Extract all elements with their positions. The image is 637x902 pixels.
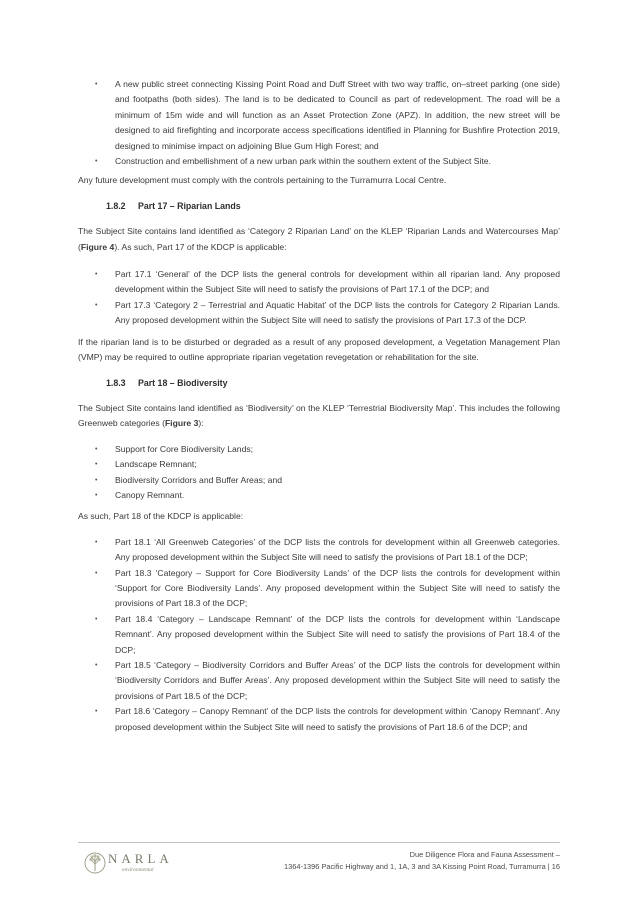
- list-item-text: Biodiversity Corridors and Buffer Areas; and: [115, 474, 283, 485]
- logo-wordmark: NARLA: [108, 851, 173, 866]
- bullet-icon: •: [95, 301, 98, 309]
- bullet-list-riparian: [78, 267, 560, 329]
- list-item: [78, 473, 560, 488]
- bullet-icon: •: [95, 569, 98, 577]
- list-item-text: Part 18.6 ‘Category – Canopy Remnant’ of the DCP lists the controls for development within ‘Canopy Remnant’. Any proposed development within the Subject Site will need to satisfy the provisions of Part 18.6 of the DCP; and: [115, 706, 560, 732]
- section-heading-1-8-3: [106, 376, 560, 391]
- list-item: [78, 298, 560, 329]
- bullet-icon: •: [95, 476, 98, 484]
- list-item-text: Support for Core Biodiversity Lands;: [115, 443, 254, 454]
- paragraph-as-such: As such, Part 18 of the KDCP is applicable:: [78, 511, 244, 522]
- list-item: [78, 154, 560, 169]
- figure-4-reference: Figure 4: [80, 241, 115, 252]
- list-item: [78, 566, 560, 612]
- list-item: [78, 704, 560, 735]
- bullet-icon: •: [95, 662, 98, 669]
- document-title: Due Diligence Flora and Fauna Assessment –: [409, 850, 560, 859]
- bullet-icon: •: [95, 461, 98, 469]
- bullet-list-greenweb: [78, 442, 560, 504]
- bullet-icon: •: [95, 158, 98, 166]
- list-item: [78, 488, 560, 503]
- bullet-icon: •: [95, 445, 98, 453]
- list-item-text: Canopy Remnant.: [115, 489, 185, 500]
- logo-tagline: environmental: [122, 867, 154, 873]
- list-item-text: Landscape Remnant;: [115, 459, 197, 470]
- bullet-list-development: [78, 77, 560, 169]
- list-item-text: Part 18.1 ‘All Greenweb Categories’ of the DCP lists the controls for development within all Greenweb categories. Any proposed development within the Subject Site will need to satisfy the provisions of Part 18.1 of the DCP;: [115, 536, 560, 563]
- list-item: [78, 77, 560, 154]
- section-number: 1.8.2: [106, 200, 126, 211]
- list-item-text: Part 17.3 ‘Category 2 – Terrestrial and Aquatic Habitat’ of the DCP lists the controls for Category 2 Riparian Lands. Any proposed development within the Subject Site will need to satisfy the provisions of Part 17.3 of the DCP.: [115, 299, 560, 326]
- list-item-text: Part 18.4 ‘Category – Landscape Remnant’ of the DCP lists the controls for development within ‘Landscape Remnant’. Any proposed development within the Subject Site will need to satisfy the provisions of Part 18.4 of the DCP;: [115, 613, 560, 655]
- page-footer: [78, 842, 560, 878]
- paragraph-biodiversity-intro: The Subject Site contains land identified as ‘Biodiversity’ on the KLEP ‘Terrestrial Biodiversity Map’. This includes the following Greenweb categories (Figure 3):: [78, 402, 560, 429]
- bullet-icon: •: [95, 491, 98, 499]
- narla-logo: [84, 850, 194, 876]
- section-number: 1.8.3: [106, 377, 126, 388]
- list-item-text: Part 17.1 ‘General’ of the DCP lists the general controls for development within all riparian land. Any proposed development within the Subject Site will need to satisfy the provisions of Part 17.1 of the DCP; and: [115, 269, 560, 295]
- bullet-icon: •: [95, 81, 98, 88]
- footer-document-info: [284, 849, 560, 874]
- bullet-list-part-18: [78, 535, 560, 735]
- list-item-text: Part 18.3 ‘Category – Support for Core Biodiversity Lands’ of the DCP lists the controls for development within ‘Support for Core Biodiversity Lands’. Any proposed development within the Subject Site will need to satisfy the provisions of Part 18.3 of the DCP;: [115, 567, 560, 609]
- section-title: Part 18 – Biodiversity: [138, 377, 228, 388]
- figure-3-reference: Figure 3: [164, 418, 199, 429]
- narla-tree-icon: [84, 852, 106, 874]
- list-item: [78, 442, 560, 457]
- paragraph-vmp: If the riparian land is to be disturbed or degraded as a result of any proposed development, a Vegetation Management Plan (VMP) may be required to outline appropriate riparian vegetation revegetation or rehabilitation for the site.: [78, 336, 560, 363]
- list-item: [78, 457, 560, 472]
- paragraph-riparian-intro: The Subject Site contains land identified as ‘Category 2 Riparian Land’ on the KLEP ‘Riparian Lands and Watercourses Map’ (Figure 4). As such, Part 17 of the KDCP is applicable:: [78, 226, 560, 252]
- bullet-icon: •: [95, 538, 98, 546]
- list-item: [78, 535, 560, 566]
- list-item-text: Part 18.5 ‘Category – Biodiversity Corridors and Buffer Areas’ of the DCP lists the controls for development within ‘Biodiversity Corridors and Buffer Areas’. Any proposed development within the Subject Site will need to satisfy the provisions of Part 18.5 of the DCP;: [115, 660, 560, 701]
- list-item: [78, 267, 560, 298]
- list-item-text: A new public street connecting Kissing Point Road and Duff Street with two way traffic, on–street parking (one side) and footpaths (both sides). The land is to be dedicated to Council as part of redevelopment. The road will be a minimum of 15m wide and will function as an Asset Protection Zone (APZ). In addition, the new street will be designed to aid firefighting and incorporate access specifications identified in Planning for Bushfire Protection 2019, designed to minimise impact on adjoining Blue Gum High Forest; and: [115, 79, 560, 151]
- bullet-icon: •: [95, 708, 98, 716]
- list-item: [78, 612, 560, 658]
- bullet-icon: •: [95, 615, 98, 623]
- bullet-icon: •: [95, 271, 98, 279]
- paragraph-compliance: Any future development must comply with the controls pertaining to the Turramurra Local Centre.: [78, 175, 447, 186]
- section-heading-1-8-2: [106, 199, 560, 214]
- list-item-text: Construction and embellishment of a new urban park within the southern extent of the Subject Site.: [115, 156, 491, 167]
- list-item: [78, 658, 560, 704]
- page-content: [78, 77, 560, 735]
- document-address-page: 1364-1396 Pacific Highway and 1, 1A, 3 and 3A Kissing Point Road, Turramurra | 16: [284, 862, 560, 872]
- footer-divider: [78, 842, 560, 843]
- section-title: Part 17 – Riparian Lands: [138, 200, 241, 211]
